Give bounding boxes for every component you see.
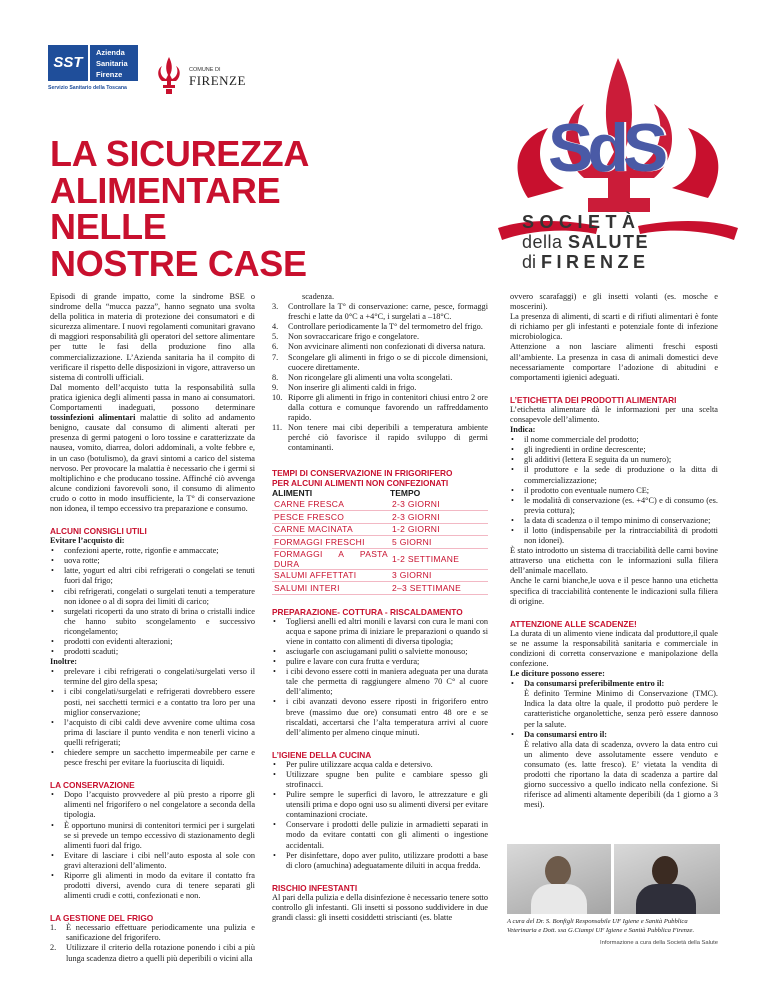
dicitura-title: • Da consumarsi entro il: <box>524 729 608 739</box>
list-number: 10. <box>272 392 283 402</box>
title-line-1: LA SICUREZZA <box>50 133 310 174</box>
cell-tempo: 1-2 SETTIMANE <box>390 548 488 569</box>
inoltre-list <box>50 667 255 768</box>
list-item: • asciugarle con asciugamani puliti o salviette monouso; <box>272 647 488 657</box>
list-item <box>272 383 488 393</box>
author-photo-1 <box>507 844 611 914</box>
person-silhouette <box>652 856 678 886</box>
comune-name: FIRENZE <box>189 73 246 88</box>
list-text: Controllare la T° di conservazione: carne, pesce, formaggi freschi e latte da 0°C a +4°C, i surgelati a –18°C. <box>288 302 488 322</box>
cell-tempo: 2-3 GIORNI <box>390 499 488 511</box>
list-item <box>272 393 488 423</box>
table-row <box>272 511 488 524</box>
frigo-list <box>50 923 255 963</box>
intro-bold-term: tossinfezioni alimentari <box>50 413 136 423</box>
column-header-alimenti: ALIMENTI <box>272 487 313 498</box>
list-item <box>50 943 255 963</box>
caption-line-2: Veterinaria e Dott. ssa G.Ciampi UF Igiene e Sanità Pubblica Firenze. <box>507 927 695 934</box>
person-silhouette <box>545 856 571 886</box>
giglio-icon <box>155 55 183 95</box>
list-text: Non ricongelare gli alimenti una volta scongelati. <box>288 372 453 382</box>
list-item: • È opportuno munirsi di contenitori termici per i surgelati se si prevede un tempo eccessivo di stazionamento degli alimenti fuori dal frigo. <box>50 821 255 851</box>
sds-line-2b: SALUTE <box>568 232 650 252</box>
list-item: • Per disinfettare, dopo aver pulito, utilizzare prodotti a base di cloro (amuchina) adeguatamente diluiti in acqua fredda. <box>272 851 488 871</box>
cell-tempo: 2-3 GIORNI <box>390 511 488 524</box>
infestanti-text: Al pari della pulizia e della disinfezione è necessario tenere sotto controllo gli infestanti. Gli insetti si possono suddividere in due grandi classi: gli insetti cosiddetti striscianti (es. blatte <box>272 892 488 923</box>
list-item: • i cibi congelati/surgelati e refrigerati dovrebbero essere posti, nei sacchetti termici e a contatto tra loro per una miglior conservazione; <box>50 687 255 717</box>
list-item <box>272 342 488 352</box>
title-line-3: NELLE <box>50 206 167 247</box>
dicitura-text: È relativo alla data di scadenza, ovvero la data entro cui un alimento deve assolutamente essere venduto e consumato (es. latte fresco). E’ vietata la vendita di prodotti che riportano la data di scadenza a partire dal giorno successivo a quello indicato nella confezione. Si riferisce ad alimenti altamente deperibili (da 1 giorno a 3 mesi). <box>524 739 718 810</box>
dicitura-title: • Da consumarsi preferibilmente entro il: <box>524 679 665 689</box>
title-line-2: ALIMENTARE <box>50 169 281 211</box>
list-item: • Riporre gli alimenti in modo da evitare il contatto fra prodotti diversi, avendo cura di tenere separati gli alimenti crudi e cotti, confezionati e non. <box>50 871 255 901</box>
igiene-list <box>272 760 488 871</box>
list-text: Non inserire gli alimenti caldi in frigo. <box>288 382 417 392</box>
list-number: 4. <box>272 322 279 332</box>
infestanti-continued-3: Attenzione a non lasciare alimenti freschi esposti all’ambiente. La presenza in casa di animali domestici deve necessariamente comportare l’adozione di abitudini e comportamenti igienici adeguati. <box>510 342 718 382</box>
list-number: 8. <box>272 372 279 382</box>
section-title-tempi-2: PER ALCUNI ALIMENTI NON CONFEZIONATI <box>272 477 449 488</box>
list-item: • chiedere sempre un sacchetto impermeabile per carne e pesce freschi per evitare la fuoriuscita di liquidi. <box>50 748 255 768</box>
cell-alimento: SALUMI AFFETTATI <box>272 569 390 582</box>
column-3 <box>510 292 718 810</box>
caption-line-1: A cura del Dr. S. Bonfigli Responsabile UF Igiene e Sanità Pubblica <box>507 918 688 925</box>
list-item <box>272 373 488 383</box>
title-line-4: NOSTRE CASE <box>50 242 307 284</box>
list-item: • il nome commerciale del prodotto; <box>510 435 718 445</box>
table-row <box>272 582 488 595</box>
table-row <box>272 523 488 536</box>
column-1 <box>50 292 255 964</box>
section-title-tempi-1: TEMPI DI CONSERVAZIONE IN FRIGORIFERO <box>272 467 453 478</box>
comune-label: COMUNE DI <box>189 67 221 73</box>
intro-paragraph-1: Episodi di grande impatto, come la sindrome BSE o sindrome della “mucca pazza”, hanno segnato una svolta della politica in materia di protezione dei consumatori e di sicurezza alimentare. I nuovi regolamenti comunitari gravano di maggiori responsabilità gli operatori del settore alimentare per tutte le fasi della produzione fino alla commercializzazione. L’Azienda sanitaria ha il compito di verificare il rispetto delle disposizioni in vigore, attraverso un sistema di controlli ufficiali. <box>50 292 255 382</box>
list-item: • l’acquisto di cibi caldi deve avvenire come ultima cosa prima di lasciare il punto vendita e non tenerli vicino a quelli refrigerati; <box>50 718 255 748</box>
list-item: • il produttore e la sede di produzione o la ditta di commercializzazione; <box>510 465 718 485</box>
list-number: 11. <box>272 423 283 433</box>
list-item <box>510 679 718 729</box>
sds-line-2a: della <box>522 232 563 252</box>
list-item: • confezioni aperte, rotte, rigonfie e ammaccate; <box>50 546 255 556</box>
etichetta-intro: L’etichetta alimentare dà le informazioni per una scelta consapevole dell’alimento. <box>510 404 718 424</box>
etichetta-list <box>510 435 718 546</box>
list-text: Non tenere mai cibi deperibili a temperatura ambiente perché ciò favorisce il rapido sviluppo di germi contaminanti. <box>288 423 488 453</box>
photo-caption <box>507 917 722 935</box>
table-header-row <box>272 488 488 499</box>
list-item <box>272 353 488 373</box>
cell-alimento: FORMAGGI FRESCHI <box>272 536 390 549</box>
list-text: Non avvicinare alimenti non confezionati di diversa natura. <box>288 342 486 352</box>
cell-alimento: CARNE MACINATA <box>272 523 390 536</box>
list-item: • Evitare di lasciare i cibi nell’auto esposta al sole con gravi alterazioni dell’alimento. <box>50 851 255 871</box>
list-item: • cibi refrigerati, congelati o surgelati tenuti a temperature non idonee o al di sopra dei limiti di carico; <box>50 587 255 607</box>
diciture-label: Le diciture possono essere: <box>510 669 605 679</box>
inoltre-label: Inoltre: <box>50 657 78 667</box>
list-item: • gli additivi (lettera E seguita da un numero); <box>510 455 718 465</box>
list-item: • prodotti scaduti; <box>50 647 255 657</box>
frigo-continued: scadenza. <box>302 292 335 301</box>
author-photo-2 <box>614 844 720 914</box>
list-item: • gli ingredienti in ordine decrescente; <box>510 445 718 455</box>
list-text: Non sovraccaricare frigo e congelatore. <box>288 332 420 342</box>
intro-text-cont: malattie di solito ad andamento benigno, causate dal consumo di alimenti alterati per presenza di germi patogeni o loro tossine e caratterizzate da nausea, vomito, diarrea, dolori addominali, a volte febbre e, in un caso (botulismo), da gravi sintomi a carico del sistema nervoso. Per provocare la malattia è necessario che i germi si moltiplichino e che producano tossine. Affinché ciò avvenga alcune condizioni favorevoli sono, il consumo di alimento crudo o cotto in modo insufficiente, la T° di conservazione non idonea, il tempo eccessivo tra preparazione e consumo. <box>50 413 255 513</box>
asl-tagline: Servizio Sanitario della Toscana <box>48 85 127 91</box>
sds-line-3b: FIRENZE <box>541 252 650 272</box>
list-text: Scongelare gli alimenti in frigo o se di piccole dimensioni, cuocere direttamente. <box>288 352 488 372</box>
list-item: • Togliersi anelli ed altri monili e lavarsi con cura le mani con acqua e sapone prima di iniziare le preparazioni o quando si viene in contatto con alimenti di diversa tipologia; <box>272 617 488 647</box>
section-title-igiene: L’IGIENE DELLA CUCINA <box>272 749 372 760</box>
section-title-conservazione: LA CONSERVAZIONE <box>50 780 135 791</box>
list-number: 5. <box>272 332 279 342</box>
list-item: • Conservare i prodotti delle pulizie in armadietti separati in modo da evitare contatti con gli alimenti o ingestione accidentali. <box>272 820 488 850</box>
cell-tempo: 3 GIORNI <box>390 569 488 582</box>
list-item <box>272 332 488 342</box>
table-row <box>272 536 488 549</box>
column-2 <box>272 292 488 923</box>
section-title-etichetta: L’ETICHETTA DEI PRODOTTI ALIMENTARI <box>510 394 677 405</box>
list-item: • prelevare i cibi refrigerati o congelati/surgelati verso il termine del giro della spesa; <box>50 667 255 687</box>
list-item: • il lotto (indispensabile per la rintracciabilità di prodotti non idonei). <box>510 526 718 546</box>
page-title <box>50 133 310 284</box>
sds-name <box>522 212 702 272</box>
section-title-consigli: ALCUNI CONSIGLI UTILI <box>50 526 147 537</box>
list-number: 9. <box>272 382 279 392</box>
intro-text: Dal momento dell’acquisto tutta la responsabilità sulla pratica igienica degli alimenti passa in mano ai consumatori. Comportamenti inadeguati, possono determinare <box>50 382 255 413</box>
list-item: • latte, yogurt ed altri cibi refrigerati o congelati se tenuti fuori dal frigo; <box>50 566 255 586</box>
asl-name <box>90 45 138 81</box>
section-title-frigo: LA GESTIONE DEL FRIGO <box>50 913 154 924</box>
table-row <box>272 499 488 511</box>
list-text: Riporre gli alimenti in frigo in contenitori chiusi entro 2 ore dalla cottura e comunque favorendo un raffreddamento rapido. <box>288 392 488 423</box>
list-item: • Per pulire utilizzare acqua calda e detersivo. <box>272 760 488 770</box>
cell-alimento: SALUMI INTERI <box>272 582 390 595</box>
column-header-tempo: TEMPO <box>390 487 421 498</box>
list-text: Utilizzare il criterio della rotazione ponendo i cibi a più lunga scadenza dietro a quelli più deperibili o vicini alla <box>66 943 255 963</box>
indica-label: Indica: <box>510 425 536 435</box>
cell-alimento: PESCE FRESCO <box>272 511 390 524</box>
asl-brand-mark: SST <box>48 45 88 81</box>
intro-paragraph-2 <box>50 383 255 514</box>
cell-tempo: 1-2 GIORNI <box>390 523 488 536</box>
list-item <box>272 423 488 453</box>
list-item: • la data di scadenza o il tempo minimo di conservazione; <box>510 516 718 526</box>
list-item: • uova rotte; <box>50 556 255 566</box>
footer-note: Informazione a cura della Società della Salute <box>600 940 718 946</box>
list-text: È necessario effettuare periodicamente una pulizia e sanificazione del frigorifero. <box>66 923 255 943</box>
list-text: Controllare periodicamente la T° del termometro del frigo. <box>288 322 483 332</box>
diciture-list <box>510 679 718 810</box>
cell-tempo: 5 GIORNI <box>390 536 488 549</box>
cell-alimento: FORMAGGI A PASTA DURA <box>274 548 388 569</box>
list-item <box>272 322 488 332</box>
sds-mark-text: SdS <box>548 110 663 186</box>
comune-firenze-logo <box>155 55 245 99</box>
table-row <box>272 548 488 569</box>
sds-line-1: SOCIETÀ <box>522 212 641 232</box>
sds-line-3a: di <box>522 252 537 272</box>
list-item: • i cibi devono essere cotti in maniera adeguata per una durata tale che permetta di raggiungere almeno 70 C° al cuore dell’alimento; <box>272 667 488 697</box>
list-item: • prodotti con evidenti alterazioni; <box>50 637 255 647</box>
preparazione-list <box>272 617 488 738</box>
infestanti-continued-2: La presenza di alimenti, di scarti e di rifiuti alimentari è fonte di richiamo per gli infestanti e potenziale fonte di infezione microbiologica. <box>510 312 718 342</box>
list-number: 6. <box>272 342 279 352</box>
cell-tempo: 2–3 SETTIMANE <box>390 582 488 595</box>
list-number: 2. <box>50 943 57 953</box>
tracciabilita-text-1: È stato introdotto un sistema di tracciabilità delle carni bovine attraverso una etichetta con le informazioni sulla filiera dell’animale macellato. <box>510 546 718 576</box>
list-number: 1. <box>50 923 57 933</box>
asl-line-2: Sanitaria <box>96 59 128 68</box>
conservazione-list <box>50 790 255 901</box>
list-item <box>272 302 488 322</box>
list-item: • Pulire sempre le superfici di lavoro, le attrezzature e gli utensili prima e dopo ogni uso su alimenti diversi per evitare contaminazioni crociate. <box>272 790 488 820</box>
tempi-table <box>272 488 488 595</box>
infestanti-continued-1: ovvero scarafaggi) e gli insetti volanti (es. mosche e moscerini). <box>510 292 718 312</box>
list-item: • surgelati ricoperti da uno strato di brina o cristalli indice che hanno subito scongelamento e successivo ricongelamento; <box>50 607 255 637</box>
list-item: • pulire e lavare con cura frutta e verdura; <box>272 657 488 667</box>
person-body <box>531 884 587 914</box>
frigo-list-continued <box>272 302 488 453</box>
sds-line-3 <box>522 252 702 272</box>
asl-line-1: Azienda <box>96 48 125 57</box>
list-item: • il prodotto con eventuale numero CE; <box>510 486 718 496</box>
tracciabilita-text-2: Anche le carni bianche,le uova e il pesce hanno una etichetta specifica di tracciabilità contenente le indicazioni sulla filiera di origine. <box>510 576 718 606</box>
scadenze-intro: La durata di un alimento viene indicata dal produttore,il quale se ne assume la responsabilità sanitaria e commerciale in condizioni di corretta conservazione e manipolazione della confezione. <box>510 628 718 668</box>
list-item <box>510 730 718 811</box>
list-number: 7. <box>272 352 279 362</box>
section-title-preparazione: PREPARAZIONE- COTTURA - RISCALDAMENTO <box>272 606 463 617</box>
evitare-list <box>50 546 255 657</box>
list-number: 3. <box>272 302 279 312</box>
sds-line-2 <box>522 232 702 252</box>
list-item <box>50 923 255 943</box>
cell-alimento: CARNE FRESCA <box>272 499 390 511</box>
table-row <box>272 569 488 582</box>
dicitura-text: È definito Termine Minimo di Conservazione (TMC). Indica la data oltre la quale, il prodotto può perdere le caratteristiche organolettiche, senza però essere dannoso per la salute. <box>524 689 718 729</box>
list-item: • Utilizzare spugne ben pulite e cambiare spesso gli strofinacci. <box>272 770 488 790</box>
sds-mark <box>548 86 663 210</box>
section-title-scadenze: ATTENZIONE ALLE SCADENZE! <box>510 618 637 629</box>
asl-logo <box>48 45 148 105</box>
list-item: • i cibi avanzati devono essere riposti in frigorifero entro breve (massimo due ore) consumati entro 48 ore e se riscaldati, accertarsi che l’alta temperatura arrivi al cuore dell’alimento per almeno cinque minuti. <box>272 697 488 737</box>
section-title-infestanti: RISCHIO INFESTANTI <box>272 882 358 893</box>
person-body <box>636 884 696 914</box>
asl-line-3: Firenze <box>96 70 123 79</box>
list-item: • le modalità di conservazione (es. +4°C) e di consumo (es. previa cottura); <box>510 496 718 516</box>
evitare-label: Evitare l’acquisto di: <box>50 536 125 546</box>
list-item: • Dopo l’acquisto provvedere al più presto a riporre gli alimenti nel frigorifero o nel congelatore a seconda della tipologia. <box>50 790 255 820</box>
